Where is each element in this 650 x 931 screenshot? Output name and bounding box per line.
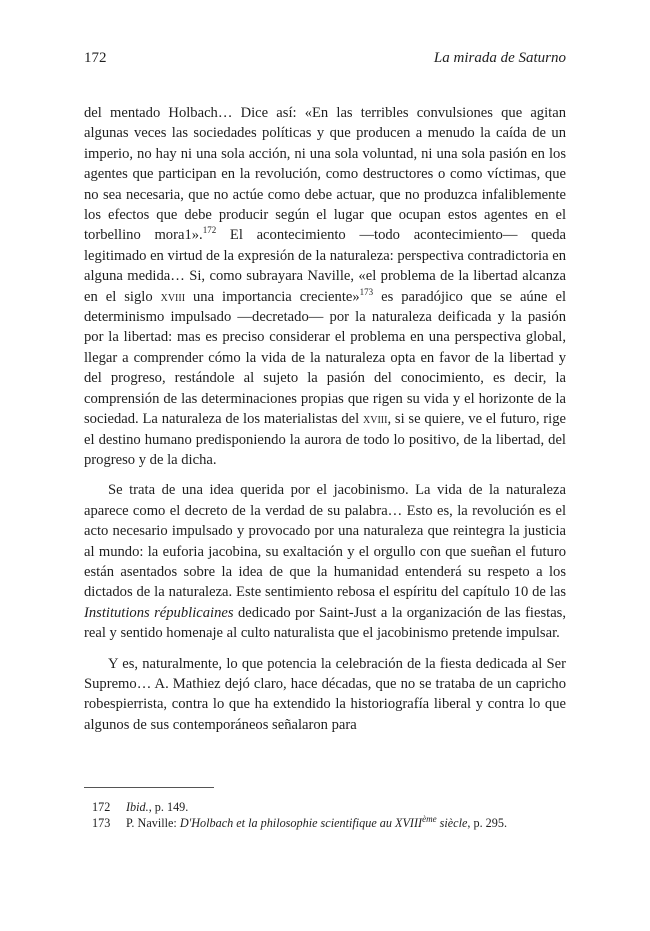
- book-title: Institutions républicaines: [84, 604, 234, 621]
- footnote-rest: , p. 149.: [148, 800, 189, 814]
- main-text: [84, 103, 566, 735]
- footnote-rest: , p. 295.: [467, 816, 507, 830]
- footnote-text: [126, 799, 566, 815]
- footnote-superscript: ème: [422, 813, 437, 824]
- page-header: [84, 50, 566, 74]
- century-numeral: xviii: [363, 411, 388, 428]
- footnote-italic: Ibid.: [126, 800, 149, 814]
- paragraph-text: una importancia creciente»: [185, 288, 360, 305]
- paragraph-text: del mentado Holbach… Dice así: «En las terribles convulsiones que agitan algunas veces las sociedades políticas y que producen a menudo la caída de un imperio, no hay ni una sola acción, ni una sola voluntad, ni una sola pasión en los agentes que participan en la revolución, como destructores o como víctimas, que no sea necesaria, que no actúe como debe actuar, que no produzca infaliblemente los efectos que debe producir según el lugar que ocupan estos agentes en el torbellino mora1».: [84, 105, 566, 244]
- footnote-number: 172: [92, 800, 111, 814]
- footnotes: [84, 799, 566, 831]
- footnote-text: [126, 815, 566, 831]
- footnote-italic: D'Holbach et la philosophie scientifique au XVIII: [179, 816, 423, 830]
- running-title: La mirada de Saturno: [433, 50, 566, 66]
- footnote-172: [84, 799, 566, 815]
- footnote-ref-172[interactable]: 172: [202, 225, 217, 236]
- paragraph-3: [84, 654, 566, 736]
- paragraph-2: [84, 480, 566, 643]
- footnote-separator: [84, 787, 214, 788]
- paragraph-text: Se trata de una idea querida por el jacobinismo. La vida de la naturaleza aparece como el decreto de la verdad de su palabra… Esto es, la revolución es el acto necesario impulsado y provocado por una naturaleza que reintegra la justicia al mundo: la euforia jacobina, su exaltación y el orgullo con que sueñan el futuro están asentados sobre la idea de que la humanidad entenderá su respeto a los dictados de la naturaleza. Este sentimiento rebosa el espíritu del capítulo 10 de las: [84, 482, 566, 601]
- footnote-italic: siècle: [436, 816, 468, 830]
- footnote-number: 173: [92, 816, 111, 830]
- footnote-173: [84, 815, 566, 831]
- paragraph-1: [84, 103, 566, 470]
- paragraph-text: , si se quiere, ve el futuro, rige el destino humano predisponiendo la aurora de todo lo positivo, de la libertad, del progreso y de la dicha.: [84, 411, 566, 468]
- footnote-ref-173[interactable]: 173: [359, 286, 374, 297]
- page-number: 172: [84, 50, 107, 66]
- paragraph-text: El acontecimiento —todo acontecimiento— queda legitimado en virtud de la expresión de la naturaleza: perspectiva contradictoria en alguna medida… Si, como subrayara Naville, «el problema de la libertad alcanza en el siglo: [84, 227, 566, 305]
- paragraph-text: dedicado por Saint-Just a la organización de las fiestas, real y sentido homenaje al culto naturalista que el jacobinismo pretende impulsar.: [84, 604, 566, 642]
- century-numeral: xviii: [160, 288, 186, 305]
- paragraph-text: Y es, naturalmente, lo que potencia la celebración de la fiesta dedicada al Ser Supremo… A. Mathiez dejó claro, hace décadas, que no se trataba de un capricho robespierrista, contra lo que ha extendido la historiografía liberal y contra lo que algunos de sus contemporáneos señalaron para: [84, 655, 566, 733]
- paragraph-text: es paradójico que se aúne el determinismo impulsado —decretado— por la naturaleza deificada y la pasión por la libertad: mas es preciso considerar el problema en una perspectiva global, llegar a comprender cómo la vida de la naturaleza opta en favor de la libertad y del progreso, restándole al sujeto la pasión del conocimiento, es decir, la comprensión de las determinaciones propias que rigen su vida y el horizonte de la sociedad. La naturaleza de los materialistas del: [84, 288, 566, 428]
- footnote-prefix: P. Naville:: [126, 816, 180, 830]
